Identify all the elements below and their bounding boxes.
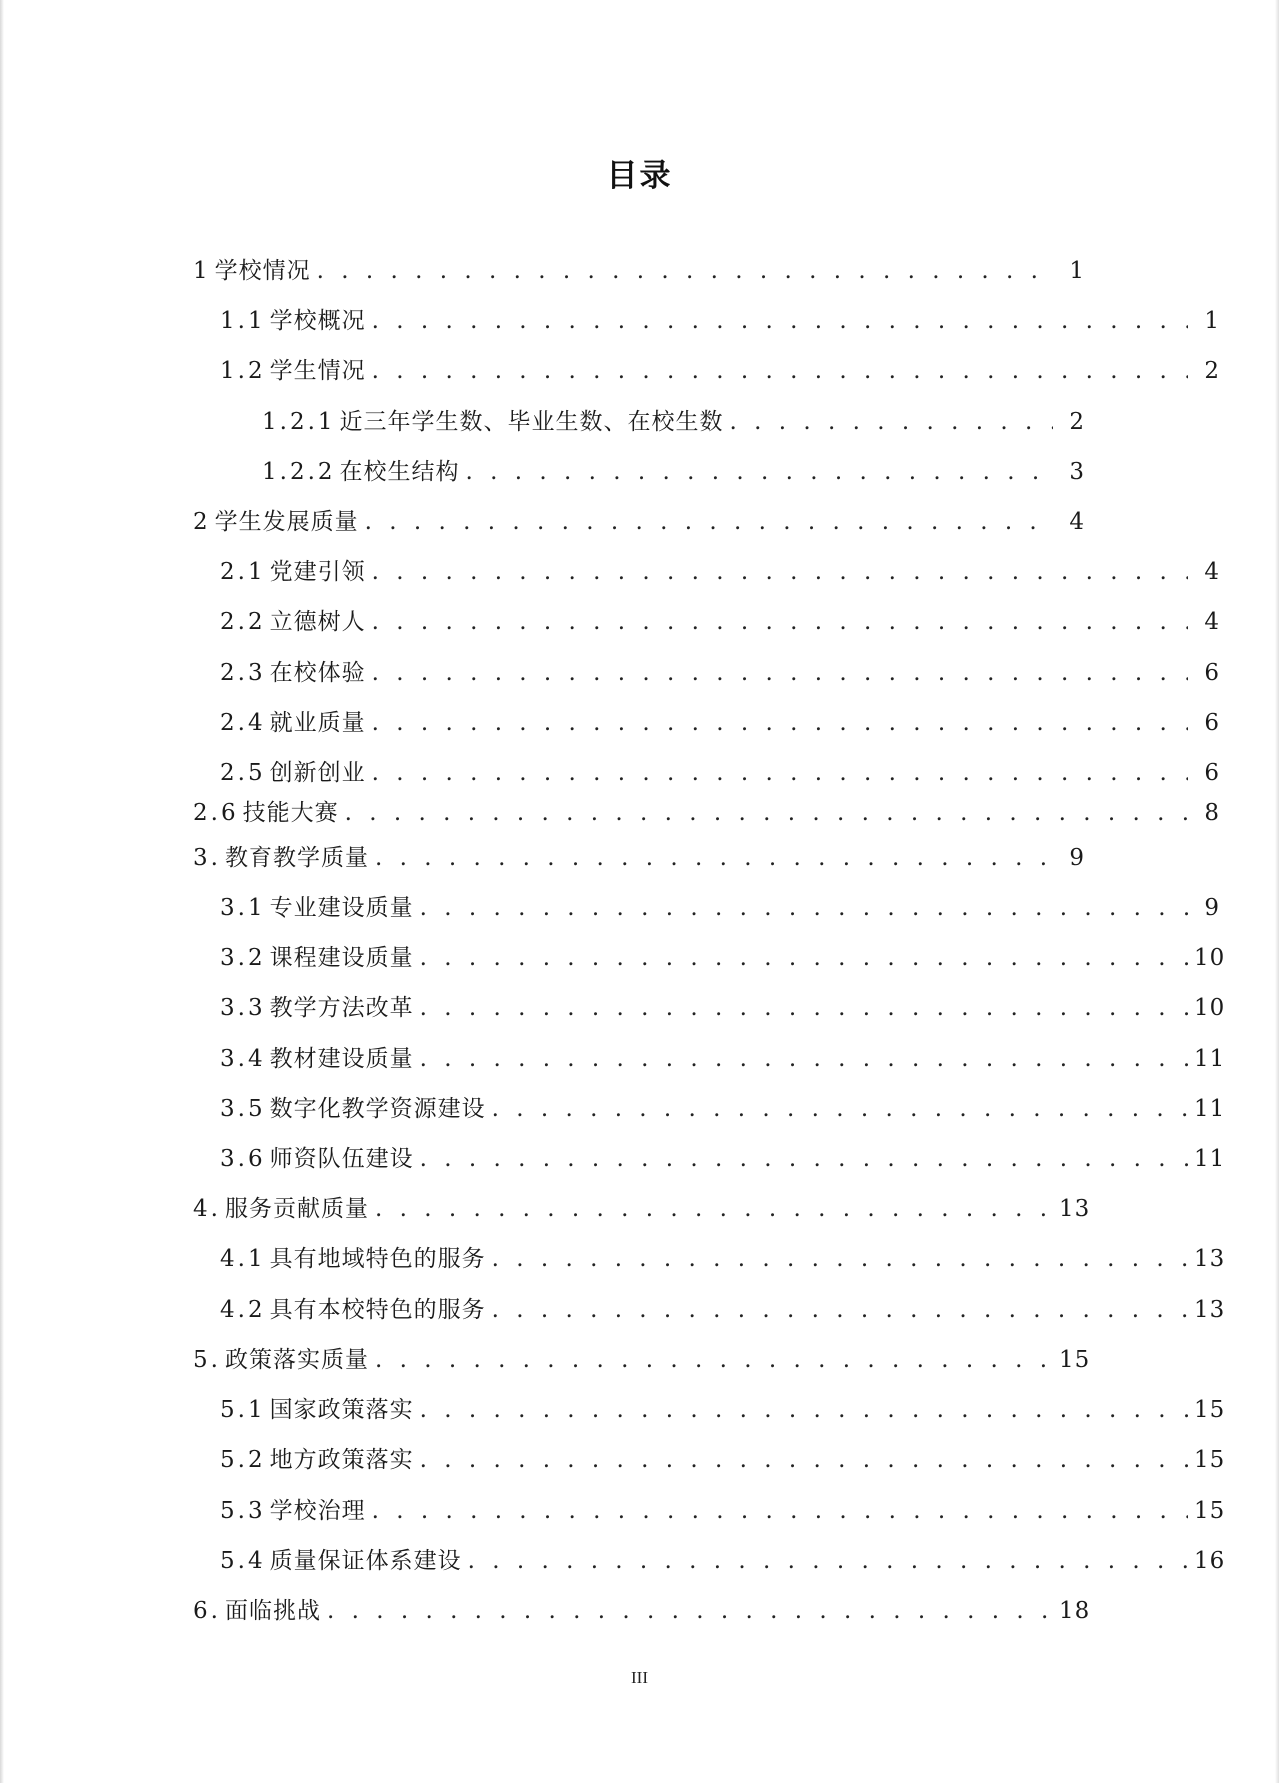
toc-entry-number: 6. [193,1598,221,1624]
toc-entry-label: 技能大赛 [242,800,339,826]
toc-entry-page: 2 [1069,409,1085,435]
toc-entry-number: 2.1 [220,559,266,585]
toc-entry-label: 学校情况 [214,258,311,284]
toc-entry[interactable] [220,1445,1226,1475]
toc-entry-label: 地方政策落实 [269,1447,414,1473]
toc-entry-page: 4 [1204,609,1220,635]
toc-entry-label: 党建引领 [269,559,366,585]
toc-entry-label: 在校生结构 [339,459,460,485]
toc-entry-page: 1 [1069,258,1085,284]
toc-entry-label: 国家政策落实 [269,1397,414,1423]
toc-dot-leader [420,1445,1188,1475]
toc-entry-number: 2.3 [220,660,266,686]
page-edge-shadow [1275,0,1279,1783]
toc-entry-label: 具有地域特色的服务 [269,1246,486,1272]
toc-entry-label: 教材建设质量 [269,1046,414,1072]
toc-dot-leader [327,1596,1053,1626]
toc-entry-label: 学校治理 [269,1498,366,1524]
toc-entry-number: 5. [193,1347,221,1373]
toc-entry-page: 4 [1204,559,1220,585]
toc-entry-page: 3 [1069,459,1085,485]
toc-entry[interactable] [193,1194,1091,1224]
toc-dot-leader [372,708,1188,738]
toc-entry[interactable] [193,1596,1091,1626]
toc-entry-label: 课程建设质量 [269,945,414,971]
toc-entry-page: 2 [1204,358,1220,384]
toc-entry-number: 1.2.1 [262,409,336,435]
toc-entry[interactable] [220,708,1220,738]
toc-entry-page: 10 [1194,945,1226,971]
toc-entry-page: 6 [1204,710,1220,736]
toc-entry-number: 3.3 [220,995,266,1021]
toc-entry-number: 2.2 [220,609,266,635]
toc-dot-leader [375,1345,1053,1375]
toc-dot-leader [420,993,1188,1023]
toc-entry-page: 13 [1194,1246,1226,1272]
toc-entry-label: 学生情况 [269,358,366,384]
toc-entry-number: 1.1 [220,308,266,334]
toc-entry-number: 2.4 [220,710,266,736]
toc-entry[interactable] [262,457,1085,487]
toc-dot-leader [492,1295,1188,1325]
toc-entry[interactable] [220,557,1220,587]
toc-entry-label: 质量保证体系建设 [269,1548,462,1574]
toc-entry[interactable] [220,1395,1226,1425]
toc-dot-leader [730,407,1053,437]
toc-entry-page: 10 [1194,995,1226,1021]
toc-entry-page: 16 [1194,1548,1226,1574]
toc-dot-leader [372,557,1188,587]
toc-entry-label: 学校概况 [269,308,366,334]
toc-entry-page: 6 [1204,760,1220,786]
toc-entry-label: 面临挑战 [224,1598,321,1624]
toc-entry-page: 15 [1194,1498,1226,1524]
toc-entry-label: 师资队伍建设 [269,1146,414,1172]
toc-entry[interactable] [220,607,1220,637]
toc-entry-page: 6 [1204,660,1220,686]
toc-entry-page: 18 [1059,1598,1091,1624]
toc-entry[interactable] [220,758,1220,788]
toc-entry[interactable] [193,507,1085,537]
toc-entry[interactable] [220,1496,1226,1526]
toc-entry[interactable] [220,1295,1226,1325]
toc-entry-label: 立德树人 [269,609,366,635]
toc-entry[interactable] [193,843,1085,873]
toc-entry-page: 11 [1194,1046,1226,1072]
toc-entry-number: 4.1 [220,1246,266,1272]
toc-entry[interactable] [220,943,1226,973]
toc-dot-leader [372,758,1188,788]
toc-entry[interactable] [220,658,1220,688]
toc-entry-page: 15 [1194,1397,1226,1423]
toc-entry-page: 15 [1059,1347,1091,1373]
toc-entry-page: 4 [1069,509,1085,535]
toc-entry-number: 1.2 [220,358,266,384]
toc-entry[interactable] [220,1144,1226,1174]
toc-dot-leader [466,457,1053,487]
toc-dot-leader [372,306,1188,336]
toc-entry-number: 3.1 [220,895,266,921]
toc-dot-leader [492,1244,1188,1274]
toc-title: 目录 [606,158,673,194]
toc-entry-page: 1 [1204,308,1220,334]
toc-entry-number: 5.1 [220,1397,266,1423]
toc-dot-leader [375,1194,1053,1224]
toc-entry-label: 在校体验 [269,660,366,686]
toc-entry-number: 1.2.2 [262,459,336,485]
toc-entry-label: 专业建设质量 [269,895,414,921]
toc-entry[interactable] [220,356,1220,386]
toc-entry[interactable] [220,993,1226,1023]
toc-entry-number: 2 [193,509,211,535]
toc-entry-label: 近三年学生数、毕业生数、在校生数 [339,409,724,435]
toc-entry-number: 5.3 [220,1498,266,1524]
toc-entry-number: 3.6 [220,1146,266,1172]
toc-entry-label: 就业质量 [269,710,366,736]
toc-entry-label: 教学方法改革 [269,995,414,1021]
toc-entry-label: 政策落实质量 [224,1347,369,1373]
toc-dot-leader [372,356,1188,386]
toc-entry-label: 教育教学质量 [224,845,369,871]
page-number: III [631,1668,648,1687]
toc-entry[interactable] [193,256,1085,286]
toc-entry-number: 3.5 [220,1096,266,1122]
toc-entry-number: 2.5 [220,760,266,786]
toc-dot-leader [468,1546,1188,1576]
toc-entry-label: 数字化教学资源建设 [269,1096,486,1122]
toc-entry-number: 1 [193,258,211,284]
toc-dot-leader [372,607,1188,637]
toc-entry[interactable] [220,1244,1226,1274]
toc-entry-page: 9 [1069,845,1085,871]
toc-dot-leader [365,507,1053,537]
toc-entry-page: 13 [1059,1196,1091,1222]
toc-entry-number: 3.2 [220,945,266,971]
toc-entry-page: 11 [1194,1146,1226,1172]
toc-dot-leader [420,1395,1188,1425]
page-edge-shadow [0,0,4,1783]
toc-dot-leader [317,256,1053,286]
toc-dot-leader [492,1094,1188,1124]
toc-dot-leader [375,843,1053,873]
toc-dot-leader [420,1044,1188,1074]
toc-dot-leader [372,658,1188,688]
toc-dot-leader [420,893,1188,923]
toc-entry[interactable] [220,1044,1226,1074]
toc-entry[interactable] [220,1546,1226,1576]
toc-entry[interactable] [262,407,1085,437]
toc-entry-page: 8 [1204,800,1220,826]
toc-entry-label: 服务贡献质量 [224,1196,369,1222]
toc-entry-number: 3.4 [220,1046,266,1072]
toc-entry-page: 13 [1194,1297,1226,1323]
toc-entry-label: 创新创业 [269,760,366,786]
toc-entry-page: 9 [1204,895,1220,921]
toc-entry-label: 具有本校特色的服务 [269,1297,486,1323]
toc-entry-number: 5.2 [220,1447,266,1473]
toc-entry[interactable] [220,306,1220,336]
toc-entry-number: 5.4 [220,1548,266,1574]
toc-entry[interactable] [193,798,1220,828]
toc-dot-leader [372,1496,1188,1526]
toc-dot-leader [420,943,1188,973]
toc-entry-page: 15 [1194,1447,1226,1473]
toc-entry-number: 2.6 [193,800,239,826]
toc-dot-leader [420,1144,1188,1174]
toc-entry-number: 4.2 [220,1297,266,1323]
toc-entry-page: 11 [1194,1096,1226,1122]
toc-dot-leader [345,798,1188,828]
toc-entry-label: 学生发展质量 [214,509,359,535]
toc-entry[interactable] [220,1094,1226,1124]
toc-entry[interactable] [193,1345,1091,1375]
toc-entry-number: 3. [193,845,221,871]
toc-entry-number: 4. [193,1196,221,1222]
toc-entry[interactable] [220,893,1220,923]
